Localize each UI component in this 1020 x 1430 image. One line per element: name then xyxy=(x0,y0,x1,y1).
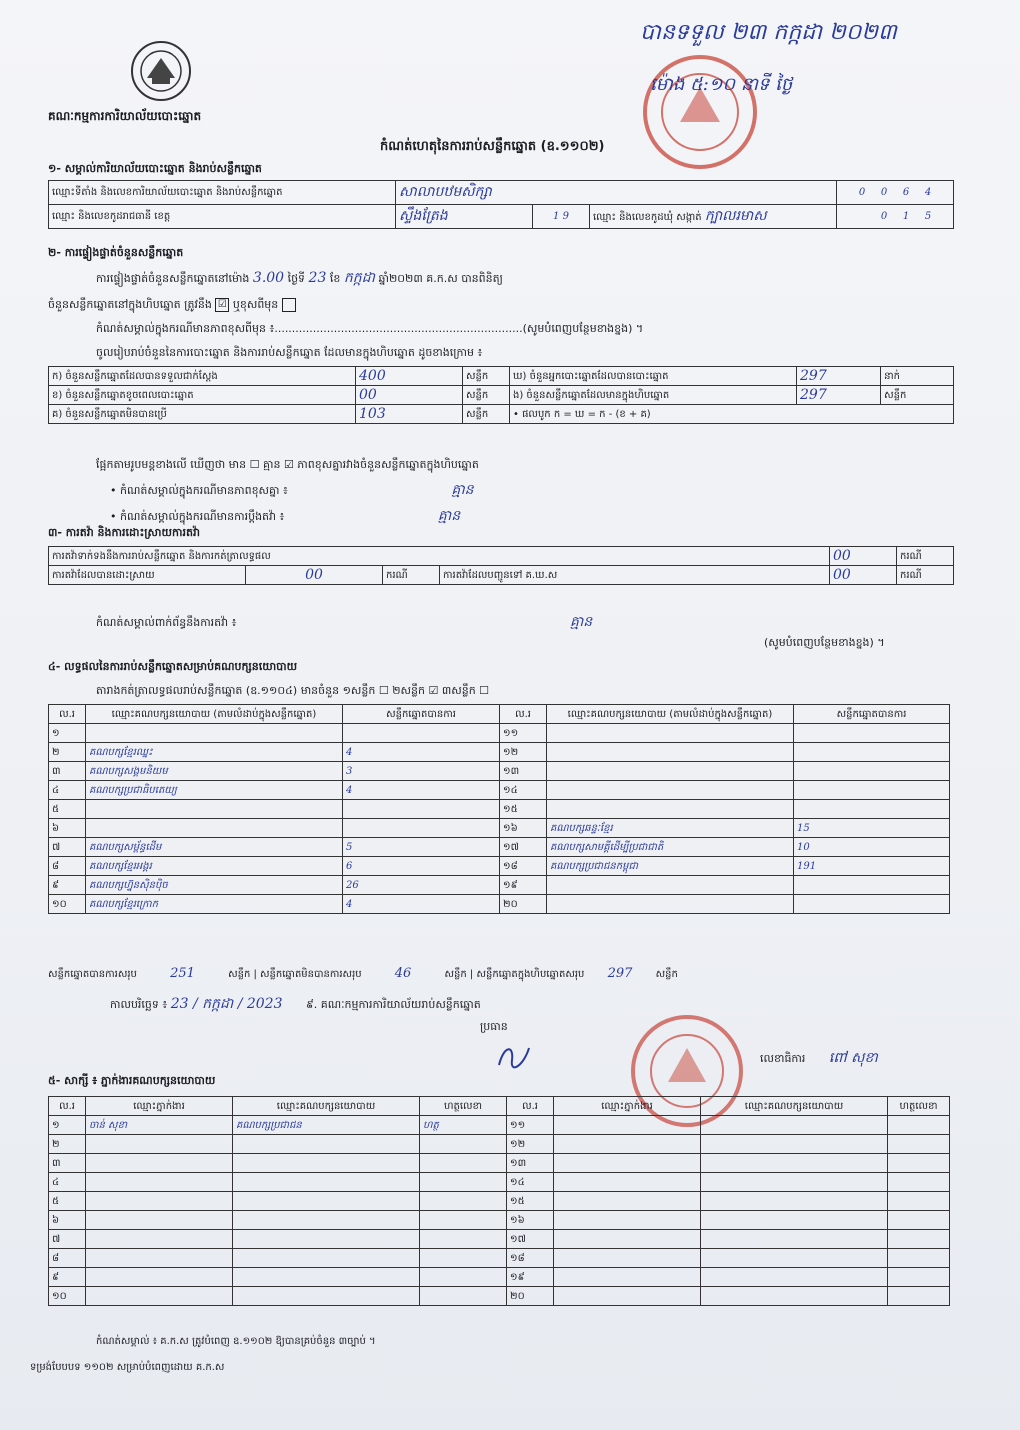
row-party xyxy=(86,724,343,743)
row-name xyxy=(86,1135,233,1154)
secretary-label: លេខាធិការ xyxy=(760,1052,806,1065)
row-party xyxy=(233,1287,420,1306)
col-votes: សន្លឹកឆ្នោតបានការ xyxy=(794,705,950,724)
verify-time: 3.00 xyxy=(252,270,285,286)
row-name xyxy=(554,1268,701,1287)
row-no: ២០ xyxy=(500,895,547,914)
total-unit: សន្លឹក xyxy=(228,969,251,980)
col-party: ឈ្មោះគណបក្សនយោបាយ (តាមលំដាប់ក្នុងសន្លឹកឆ្នោត) xyxy=(86,705,343,724)
section1-heading: ១- សម្គាល់ការិយាល័យបោះឆ្នោត និងរាប់សន្លឹកឆ្នោត xyxy=(48,162,262,175)
row-votes: 6 xyxy=(343,857,500,876)
section2-heading: ២- ការផ្ទៀងផ្ទាត់ចំនួនសន្លឹកឆ្នោត xyxy=(48,246,184,259)
verify-month-label: ខែ xyxy=(329,272,341,285)
row-party xyxy=(701,1287,888,1306)
row-no: ២០ xyxy=(507,1287,554,1306)
row-votes xyxy=(794,781,950,800)
row-no: ១៩ xyxy=(507,1268,554,1287)
code-bottom xyxy=(837,205,954,229)
row-no: ១៥ xyxy=(507,1192,554,1211)
forwarded-value: 00 xyxy=(830,566,897,585)
row-no: ៦ xyxy=(49,1211,86,1230)
complaint-unit: ករណី xyxy=(897,547,954,566)
row-no: ១ xyxy=(49,1116,86,1135)
verify-line xyxy=(96,268,503,289)
row-sign xyxy=(888,1287,950,1306)
signer-label: ៩. គណៈកម្មការការិយាល័យរាប់សន្លឹកឆ្នោត xyxy=(306,998,481,1011)
table-row xyxy=(49,1135,950,1154)
row-party xyxy=(701,1173,888,1192)
verify-day: 23 xyxy=(308,270,327,286)
note-a xyxy=(110,480,474,501)
col-no: ល.រ xyxy=(49,705,86,724)
row-party xyxy=(233,1173,420,1192)
total-box: 297 xyxy=(607,966,633,981)
row-sign: ហត្ថ xyxy=(420,1116,507,1135)
row-no: ១៩ xyxy=(500,876,547,895)
row-party: គណបក្សសម្ព័ន្ធដើម xyxy=(86,838,343,857)
count-unit: សន្លឹក xyxy=(463,367,510,386)
table-row xyxy=(49,781,950,800)
witness-col-name: ឈ្មោះភ្នាក់ងារ xyxy=(554,1097,701,1116)
row-no: ១១ xyxy=(500,724,547,743)
row-party xyxy=(547,895,794,914)
count-unit: សន្លឹក xyxy=(463,405,510,424)
total-unit: សន្លឹក xyxy=(655,969,678,980)
row-sign xyxy=(420,1154,507,1173)
count-kh-label: ខ) ចំនួនសន្លឹកឆ្នោតខូចពេលបោះឆ្នោត xyxy=(49,386,356,405)
row-no: ៥ xyxy=(49,800,86,819)
row-name xyxy=(86,1230,233,1249)
table-row xyxy=(49,762,950,781)
table-row xyxy=(49,724,950,743)
row-party xyxy=(701,1116,888,1135)
table-row xyxy=(49,743,950,762)
row-sign xyxy=(420,1192,507,1211)
row-no: ៨ xyxy=(49,857,86,876)
complaint-note-value: គ្មាន xyxy=(569,614,593,630)
code-digit: 6 xyxy=(902,187,910,198)
count-k-label: ក) ចំនួនសន្លឹកឆ្នោតដែលបានទទួលជាក់ស្ដែង xyxy=(49,367,356,386)
row-sign xyxy=(420,1230,507,1249)
total-valid: 251 xyxy=(170,966,195,981)
row-votes xyxy=(794,895,950,914)
nec-emblem-icon xyxy=(130,40,192,102)
row-name xyxy=(554,1230,701,1249)
code-digit: 1 xyxy=(902,211,910,222)
row-no: ១៧ xyxy=(507,1230,554,1249)
differs-checkbox[interactable] xyxy=(282,298,296,312)
row-no: ១៨ xyxy=(507,1249,554,1268)
row-no: ១៦ xyxy=(507,1211,554,1230)
complaint-table xyxy=(48,546,954,585)
note-a-label: • កំណត់សម្គាល់ក្នុងករណីមានភាពខុសគ្នា ៖ xyxy=(110,484,288,497)
row-party xyxy=(547,724,794,743)
row-party xyxy=(233,1249,420,1268)
row-name: ចាន់ សុខា xyxy=(86,1116,233,1135)
total-box-label: សន្លឹកឆ្នោតក្នុងហិបឆ្នោតសរុប xyxy=(476,969,585,980)
count-g-value: 103 xyxy=(356,405,463,424)
row-name xyxy=(86,1249,233,1268)
match-text: ចំនួនសន្លឹកឆ្នោតនៅក្នុងហិបឆ្នោត ត្រូវនឹង xyxy=(48,298,212,311)
row2-commune xyxy=(590,205,837,229)
col-party: ឈ្មោះគណបក្សនយោបាយ (តាមលំដាប់ក្នុងសន្លឹកឆ្នោត) xyxy=(547,705,794,724)
row-party xyxy=(701,1268,888,1287)
row-name xyxy=(86,1154,233,1173)
row-no: ១ xyxy=(49,724,86,743)
complaint-row1-label: ការតវ៉ាទាក់ទងនឹងការរាប់សន្លឹកឆ្នោត និងការកត់ត្រាលទ្ធផល xyxy=(49,547,830,566)
table-row xyxy=(49,876,950,895)
count-unit: សន្លឹក xyxy=(463,386,510,405)
resolved-label: ការតវ៉ាដែលបានដោះស្រាយ xyxy=(49,566,246,585)
row-party: គណបក្សប្រជាជនកម្ពុជា xyxy=(547,857,794,876)
row-party: គណបក្សខ្មែរឈ្នះ xyxy=(86,743,343,762)
row2-code: 1 9 xyxy=(533,205,590,229)
row-sign xyxy=(420,1287,507,1306)
row-party xyxy=(233,1268,420,1287)
row2-label: ឈ្មោះ និងលេខកូដរាជធានី ខេត្ត xyxy=(49,205,396,229)
row-party xyxy=(547,743,794,762)
forwarded-label: ការតវ៉ាដែលបញ្ជូនទៅ គ.ឃ.ស xyxy=(440,566,830,585)
row2-value: ស្ទឹងត្រែង xyxy=(396,205,533,229)
complaint-row1-value: 00 xyxy=(830,547,897,566)
complaint-note xyxy=(96,612,592,633)
row-sign xyxy=(888,1268,950,1287)
row-party xyxy=(547,876,794,895)
row-name xyxy=(554,1249,701,1268)
row-sign xyxy=(888,1116,950,1135)
row-sign xyxy=(888,1154,950,1173)
row-sign xyxy=(888,1211,950,1230)
row-name xyxy=(554,1135,701,1154)
row-no: ៤ xyxy=(49,1173,86,1192)
total-invalid-label: សន្លឹកឆ្នោតមិនបានការសរុប xyxy=(260,969,362,980)
total-valid-label: សន្លឹកឆ្នោតបានការសរុប xyxy=(48,969,137,980)
table-row xyxy=(49,895,950,914)
received-time: ម៉ោង ៥:១០ នាទី ថ្ងៃ xyxy=(650,74,793,95)
count-g-label: គ) ចំនួនសន្លឹកឆ្នោតមិនបានប្រើ xyxy=(49,405,356,424)
row-votes xyxy=(343,800,500,819)
row-sign xyxy=(888,1249,950,1268)
row-votes: 3 xyxy=(343,762,500,781)
row-sign xyxy=(888,1173,950,1192)
witness-col-no: ល.រ xyxy=(507,1097,554,1116)
count-kh-value: 00 xyxy=(356,386,463,405)
row-party xyxy=(701,1135,888,1154)
verify-prefix: ការផ្ទៀងផ្ទាត់ចំនួនសន្លឹកឆ្នោតនៅម៉ោង xyxy=(96,272,250,285)
table-row xyxy=(49,838,950,857)
row-name xyxy=(554,1211,701,1230)
row-votes: 4 xyxy=(343,895,500,914)
witness-col-no: ល.រ xyxy=(49,1097,86,1116)
row-no: ៣ xyxy=(49,1154,86,1173)
code-digit: 4 xyxy=(924,187,932,198)
resolved-value: 00 xyxy=(246,566,383,585)
witness-table xyxy=(48,1096,950,1306)
row-party: គណបក្សប្រជាជន xyxy=(233,1116,420,1135)
row-votes xyxy=(794,743,950,762)
section1-table xyxy=(48,180,954,229)
verify-suffix: ឆ្នាំ២០២៣ គ.ក.ស បានពិនិត្យ xyxy=(378,272,503,285)
row-votes: 4 xyxy=(343,743,500,762)
complaint-note-label: កំណត់សម្គាល់ពាក់ព័ន្ធនឹងការតវ៉ា ៖ xyxy=(96,616,237,629)
witness-col-sign: ហត្ថលេខា xyxy=(420,1097,507,1116)
row-no: ១៣ xyxy=(507,1154,554,1173)
row-no: ៤ xyxy=(49,781,86,800)
col-no: ល.រ xyxy=(500,705,547,724)
official-seal-icon xyxy=(640,52,760,172)
row-sign xyxy=(420,1249,507,1268)
row-no: ១២ xyxy=(500,743,547,762)
note-b-label: • កំណត់សម្គាល់ក្នុងករណីមានការប្ដឹងតវ៉ា ៖ xyxy=(110,510,285,523)
row-party xyxy=(86,819,343,838)
row-no: ១៦ xyxy=(500,819,547,838)
row-sign xyxy=(888,1230,950,1249)
verify-day-label: ថ្ងៃទី xyxy=(287,272,306,285)
row-no: ៥ xyxy=(49,1192,86,1211)
row-no: ៩ xyxy=(49,1268,86,1287)
row-name xyxy=(554,1116,701,1135)
row-no: ៧ xyxy=(49,1230,86,1249)
row-sign xyxy=(420,1211,507,1230)
row-party: គណបក្សខ្មែរក្រោក xyxy=(86,895,343,914)
row-no: ៨ xyxy=(49,1249,86,1268)
row-votes: 4 xyxy=(343,781,500,800)
row-no: ១៤ xyxy=(507,1173,554,1192)
commune-label: ឈ្មោះ និងលេខកូដឃុំ សង្កាត់ xyxy=(593,212,702,223)
match-line xyxy=(48,298,296,314)
date-line xyxy=(110,994,481,1015)
row-party: គណបក្សប្រជាធិបតេយ្យ xyxy=(86,781,343,800)
verify-month: កក្កដា xyxy=(343,270,375,286)
org-name: គណៈកម្មការការិយាល័យបោះឆ្នោត xyxy=(48,109,202,123)
row-no: ១១ xyxy=(507,1116,554,1135)
row-votes xyxy=(794,876,950,895)
row-party xyxy=(547,800,794,819)
row-party: គណបក្សសង្គមនិយម xyxy=(86,762,343,781)
row-votes: 191 xyxy=(794,857,950,876)
row-name xyxy=(86,1268,233,1287)
note-b xyxy=(110,506,460,527)
table-row xyxy=(49,1211,950,1230)
row-sign xyxy=(888,1135,950,1154)
count-table xyxy=(48,366,954,424)
section4-intro: តារាងកត់ត្រាលទ្ធផលរាប់សន្លឹកឆ្នោត (ឧ.១១០៤) មានចំនួន ១សន្លឹក ☐ ២សន្លឹក ☑ ៣សន្លឹក ☐ xyxy=(96,684,490,697)
table-row xyxy=(49,857,950,876)
row-party xyxy=(701,1154,888,1173)
code-digit: 0 xyxy=(880,187,888,198)
count-ng-value: 297 xyxy=(797,386,881,405)
secretary-name: ពៅ សុខា xyxy=(828,1050,878,1066)
row-party xyxy=(233,1230,420,1249)
row-no: ៦ xyxy=(49,819,86,838)
table-row xyxy=(49,819,950,838)
footer-note: កំណត់សម្គាល់ ៖ គ.ក.ស ត្រូវបំពេញ ឧ.១១០២ ឱ្យបានគ្រប់ចំនួន ៣ច្បាប់ ។ xyxy=(96,1336,376,1347)
row-name xyxy=(554,1287,701,1306)
chair-label: ប្រធាន xyxy=(480,1020,508,1033)
row-name xyxy=(86,1211,233,1230)
date-value: 23 / កក្កដា / 2023 xyxy=(170,996,283,1012)
summary-intro: ចូលរៀបរាប់ចំនួននៃការបោះឆ្នោត និងការរាប់សន្លឹកឆ្នោត ដែលមានក្នុងហិបឆ្នោត ដូចខាងក្រោម ៖ xyxy=(96,346,483,359)
result-line: ផ្អែកតាមរូបមន្តខាងលើ ឃើញថា មាន ☐ គ្មាន ☑ ភាពខុសគ្នារវាងចំនួនសន្លឹកឆ្នោតក្នុងហិបឆ្នោត xyxy=(96,458,479,471)
total-invalid: 46 xyxy=(394,966,412,981)
count-gh-label: ឃ) ចំនួនអ្នកបោះឆ្នោតដែលបានបោះឆ្នោត xyxy=(510,367,797,386)
count-gh-value: 297 xyxy=(797,367,881,386)
row-name xyxy=(86,1192,233,1211)
difference-note: កំណត់សម្គាល់ក្នុងករណីមានភាពខុសពីមុន ៖.......................................................................(សូមបំពេញបន្ថែមខាងខ្នង) ។ xyxy=(96,322,644,335)
row-votes xyxy=(794,800,950,819)
page-title: កំណត់ហេតុនៃការរាប់សន្លឹកឆ្នោត (ឧ.១១០២) xyxy=(380,139,605,154)
table-row xyxy=(49,1173,950,1192)
count-formula: • ផលបូក ក = ឃ = ក - (ខ + គ) xyxy=(510,405,954,424)
totals-line: សន្លឹកឆ្នោតបានការសរុប 251 សន្លឹក | សន្លឹកឆ្នោតមិនបានការសរុប 46 សន្លឹក | សន្លឹកឆ្នោតក្នុងហិបឆ្នោតសរុប 297 សន្លឹក xyxy=(48,966,678,981)
row-name xyxy=(86,1287,233,1306)
results-table xyxy=(48,704,950,914)
complaint-note-suffix: (សូមបំពេញបន្ថែមខាងខ្នង) ។ xyxy=(764,636,885,649)
row-party xyxy=(547,781,794,800)
table-row xyxy=(49,800,950,819)
row-sign xyxy=(888,1192,950,1211)
row-party: គណបក្សឆន្ទៈខ្មែរ xyxy=(547,819,794,838)
table-row xyxy=(49,1287,950,1306)
row-party xyxy=(233,1135,420,1154)
row-party xyxy=(233,1154,420,1173)
row-no: ១៧ xyxy=(500,838,547,857)
count-ng-label: ង) ចំនួនសន្លឹកឆ្នោតដែលមានក្នុងហិបឆ្នោត xyxy=(510,386,797,405)
table-row xyxy=(49,1230,950,1249)
row-name xyxy=(554,1192,701,1211)
received-note: បានទទួល ២៣ កក្កដា ២០២៣ xyxy=(640,20,897,45)
row-party xyxy=(233,1192,420,1211)
row-votes: 10 xyxy=(794,838,950,857)
code-digit: 0 xyxy=(880,211,888,222)
section5-heading: ៥- សាក្សី ៖ ភ្នាក់ងារគណបក្សនយោបាយ xyxy=(48,1074,216,1087)
table-row xyxy=(49,1116,950,1135)
row-no: ១៥ xyxy=(500,800,547,819)
match-checkbox[interactable]: ☑ xyxy=(215,298,229,312)
row-votes: 15 xyxy=(794,819,950,838)
row-party xyxy=(701,1192,888,1211)
row-votes xyxy=(794,724,950,743)
row-party xyxy=(233,1211,420,1230)
row-party xyxy=(701,1211,888,1230)
table-row xyxy=(49,1249,950,1268)
row-no: ១៤ xyxy=(500,781,547,800)
complaint-unit: ករណី xyxy=(897,566,954,585)
row-votes xyxy=(343,724,500,743)
table-row xyxy=(49,1268,950,1287)
chair-signature-icon xyxy=(494,1040,534,1070)
row-party xyxy=(547,762,794,781)
row-votes xyxy=(794,762,950,781)
row-sign xyxy=(420,1135,507,1154)
note-b-value: គ្មាន xyxy=(437,508,461,524)
note-a-value: គ្មាន xyxy=(451,482,474,498)
row-name xyxy=(86,1173,233,1192)
row-sign xyxy=(420,1173,507,1192)
secretary-line xyxy=(760,1048,878,1069)
count-unit: សន្លឹក xyxy=(881,386,954,405)
row-votes xyxy=(343,819,500,838)
row-no: ៩ xyxy=(49,876,86,895)
table-row xyxy=(49,1192,950,1211)
form-reference: ទម្រង់បែបបទ ១១០២ សម្រាប់បំពេញដោយ គ.ក.ស xyxy=(30,1362,225,1373)
witness-col-party: ឈ្មោះគណបក្សនយោបាយ xyxy=(701,1097,888,1116)
code-digit: 0 xyxy=(858,187,866,198)
row-no: ៧ xyxy=(49,838,86,857)
row-name xyxy=(554,1173,701,1192)
row-no: ២ xyxy=(49,743,86,762)
witness-col-party: ឈ្មោះគណបក្សនយោបាយ xyxy=(233,1097,420,1116)
row-votes: 26 xyxy=(343,876,500,895)
row-no: ១២ xyxy=(507,1135,554,1154)
section3-heading: ៣- ការតវ៉ា និងការដោះស្រាយការតវ៉ា xyxy=(48,526,200,539)
row-votes: 5 xyxy=(343,838,500,857)
row1-label: ឈ្មោះទីតាំង និងលេខការិយាល័យបោះឆ្នោត និងរាប់សន្លឹកឆ្នោត xyxy=(49,181,396,205)
witness-col-sign: ហត្ថលេខា xyxy=(888,1097,950,1116)
code-top xyxy=(837,181,954,205)
row1-value: សាលាបឋមសិក្សា xyxy=(396,181,837,205)
witness-col-name: ឈ្មោះភ្នាក់ងារ xyxy=(86,1097,233,1116)
complaint-unit: ករណី xyxy=(383,566,440,585)
count-gh-unit: នាក់ xyxy=(881,367,954,386)
row-party xyxy=(701,1249,888,1268)
row-no: ២ xyxy=(49,1135,86,1154)
row-no: ៣ xyxy=(49,762,86,781)
row-no: ១០ xyxy=(49,1287,86,1306)
row-party: គណបក្សហ្វ៊ុនស៊ិនប៉ិច xyxy=(86,876,343,895)
row-no: ១០ xyxy=(49,895,86,914)
count-k-value: 400 xyxy=(356,367,463,386)
row-party: គណបក្សខ្មែរអង្គរ xyxy=(86,857,343,876)
row-name xyxy=(554,1154,701,1173)
row-party xyxy=(86,800,343,819)
commune-value: ក្បាលរមាស xyxy=(704,208,767,224)
row-sign xyxy=(420,1268,507,1287)
table-row xyxy=(49,1154,950,1173)
code-digit: 5 xyxy=(924,211,932,222)
differs-label: ឬខុសពីមុន xyxy=(232,298,279,311)
row-no: ១៣ xyxy=(500,762,547,781)
row-party: គណបក្សសាមគ្គីដើម្បីប្រជាជាតិ xyxy=(547,838,794,857)
section4-heading: ៤- លទ្ធផលនៃការរាប់សន្លឹកឆ្នោតសម្រាប់គណបក្សនយោបាយ xyxy=(48,660,298,673)
row-party xyxy=(701,1230,888,1249)
total-unit: សន្លឹក xyxy=(444,969,467,980)
date-label: កាលបរិច្ឆេទ ៖ xyxy=(110,998,168,1011)
col-votes: សន្លឹកឆ្នោតបានការ xyxy=(343,705,500,724)
row-no: ១៨ xyxy=(500,857,547,876)
